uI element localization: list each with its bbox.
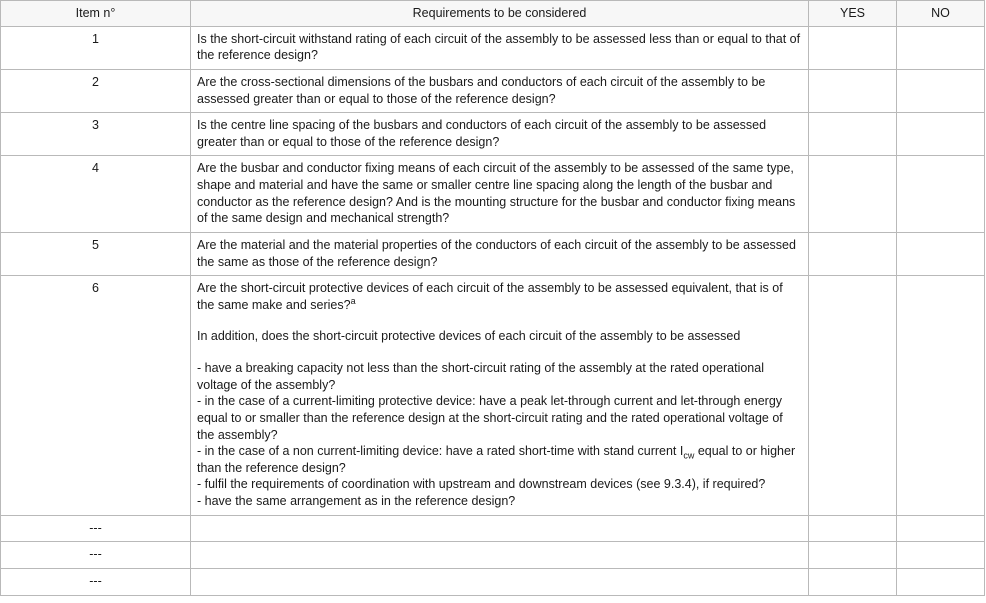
item-number: 5: [1, 232, 191, 275]
no-checkbox-cell[interactable]: [897, 515, 985, 542]
spacer: [197, 313, 802, 328]
item-number: 1: [1, 26, 191, 69]
no-checkbox-cell[interactable]: [897, 542, 985, 569]
yes-checkbox-cell[interactable]: [809, 69, 897, 112]
table-row: [1, 232, 985, 275]
column-header-item: Item n°: [1, 1, 191, 27]
symbol-subscript: cw: [683, 450, 695, 461]
no-checkbox-cell[interactable]: [897, 113, 985, 156]
table-row: [1, 542, 985, 569]
item-number: 2: [1, 69, 191, 112]
no-checkbox-cell[interactable]: [897, 156, 985, 233]
yes-checkbox-cell[interactable]: [809, 156, 897, 233]
column-header-yes: YES: [809, 1, 897, 27]
yes-checkbox-cell[interactable]: [809, 232, 897, 275]
item-number: 3: [1, 113, 191, 156]
no-checkbox-cell[interactable]: [897, 568, 985, 595]
column-header-no: NO: [897, 1, 985, 27]
requirement-bullet: [197, 443, 802, 476]
no-checkbox-cell[interactable]: [897, 232, 985, 275]
no-checkbox-cell[interactable]: [897, 69, 985, 112]
table-row: [1, 568, 985, 595]
yes-checkbox-cell[interactable]: [809, 542, 897, 569]
requirement-text: [191, 542, 809, 569]
table-row: [1, 156, 985, 233]
footnote-marker: a: [350, 295, 356, 306]
no-checkbox-cell[interactable]: [897, 26, 985, 69]
table-row: [1, 26, 985, 69]
no-checkbox-cell[interactable]: [897, 276, 985, 516]
requirement-bullet: - have the same arrangement as in the reference design?: [197, 494, 516, 508]
table-row: [1, 69, 985, 112]
yes-checkbox-cell[interactable]: [809, 515, 897, 542]
table-header-row: [1, 1, 985, 27]
requirement-text: Are the busbar and conductor fixing means of each circuit of the assembly to be assessed of the same type, shape and material and have the same or smaller centre line spacing along the length of the busbar and conductor as the reference design? And is the mounting structure for the busbar and conductor fixing means of the same design and mechanical strength?: [191, 156, 809, 233]
column-header-requirements: Requirements to be considered: [191, 1, 809, 27]
yes-checkbox-cell[interactable]: [809, 26, 897, 69]
item-number: 6: [1, 276, 191, 516]
requirement-text: [191, 515, 809, 542]
requirement-text: Is the centre line spacing of the busbars and conductors of each circuit of the assembly to be assessed greater than or equal to those of the reference design?: [191, 113, 809, 156]
requirement-bullet: - have a breaking capacity not less than the short-circuit rating of the assembly at the rated operational voltage of the assembly?: [197, 361, 764, 392]
requirement-paragraph: In addition, does the short-circuit protective devices of each circuit of the assembly to be assessed: [197, 329, 741, 344]
requirement-bullet: - in the case of a current-limiting protective device: have a peak let-through current and let-through energy equal to or smaller than the reference design at the short-circuit rating and the rated operational voltage of the assembly?: [197, 394, 783, 442]
requirement-text: Are the cross-sectional dimensions of the busbars and conductors of each circuit of the assembly to be assessed greater than or equal to those of the reference design?: [191, 69, 809, 112]
yes-checkbox-cell[interactable]: [809, 568, 897, 595]
requirement-bullet-part-b: equal to or higher than the reference design?: [197, 444, 796, 475]
yes-checkbox-cell[interactable]: [809, 276, 897, 516]
requirement-text: Is the short-circuit withstand rating of each circuit of the assembly to be assessed less than or equal to that of the reference design?: [191, 26, 809, 69]
item-number: ---: [1, 568, 191, 595]
requirement-text: [191, 568, 809, 595]
requirement-paragraph: [197, 280, 802, 313]
yes-checkbox-cell[interactable]: [809, 113, 897, 156]
item-number: ---: [1, 515, 191, 542]
spacer: [197, 345, 802, 360]
requirement-bullet: - fulfil the requirements of coordination with upstream and downstream devices (see 9.3.4), if required?: [197, 477, 766, 492]
item-number: ---: [1, 542, 191, 569]
requirement-text-complex: [191, 276, 809, 516]
requirement-bullet-part-a: - in the case of a non current-limiting device: have a rated short-time with stand current I: [197, 444, 684, 459]
table-row: [1, 515, 985, 542]
table-row: [1, 113, 985, 156]
item-number: 4: [1, 156, 191, 233]
table-row: [1, 276, 985, 516]
requirement-text: Are the material and the material properties of the conductors of each circuit of the assembly to be assessed the same as those of the reference design?: [191, 232, 809, 275]
requirement-sentence: Are the short-circuit protective devices of each circuit of the assembly to be assessed equivalent, that is of the same make and series?: [197, 281, 783, 312]
